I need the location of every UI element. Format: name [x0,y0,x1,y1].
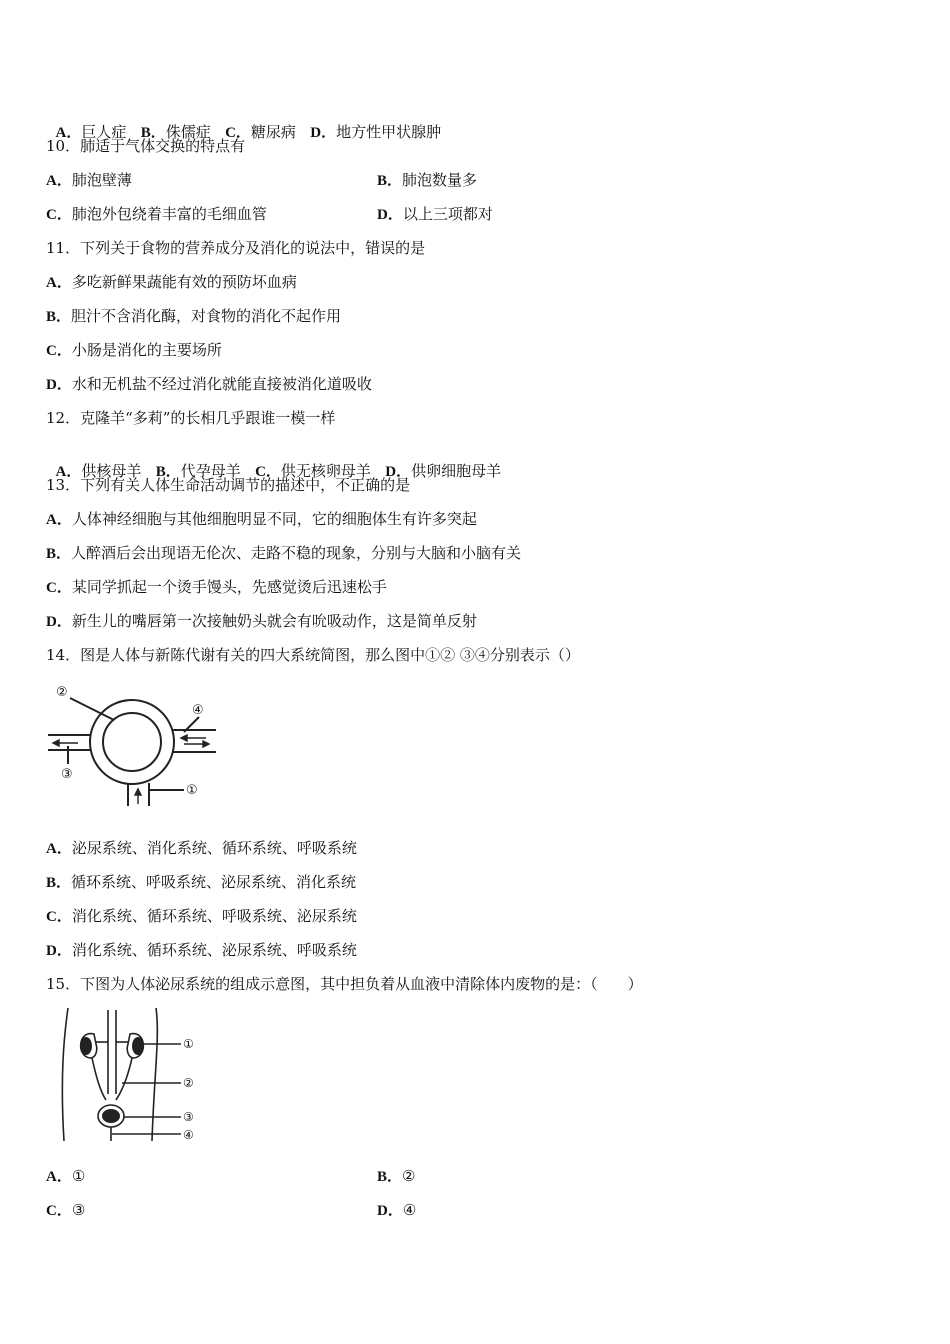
q10-option-c: C．肺泡外包绕着丰富的毛细血管 [46,205,267,223]
q9-option-b-text: 侏儒症 [165,123,211,141]
q15-option-c: C．③ [46,1201,86,1219]
q15-urinary-system-diagram [56,1006,206,1146]
q9-option-a-text: 巨人症 [81,123,127,141]
q11-option-a: A．多吃新鲜果蔬能有效的预防坏血病 [46,273,297,291]
q12-options-row: A．供核母羊 B．代孕母羊 C．供无核卵母羊 D．供卵细胞母羊 [55,462,502,480]
q15-label-3: ③ [183,1110,194,1124]
q14-label-4: ④ [192,703,204,718]
q14-label-2: ② [56,685,68,700]
q9-option-c-text: 糖尿病 [250,123,296,141]
q9-option-b-label: B． [140,125,166,141]
q13-option-d: D．新生儿的嘴唇第一次接触奶头就会有吮吸动作，这是简单反射 [46,612,477,630]
q11-option-c: C．小肠是消化的主要场所 [46,341,222,359]
q13-option-b: B．人醉酒后会出现语无伦次、走路不稳的现象，分别与大脑和小脑有关 [46,544,522,562]
q14-stem: 14．图是人体与新陈代谢有关的四大系统简图，那么图中①② ③④分别表示（） [46,646,580,664]
q14-label-3: ③ [61,767,73,782]
q12-stem: 12．克隆羊“多莉”的长相几乎跟谁一模一样 [46,409,336,427]
q14-ring-inner [103,713,161,771]
q9-option-a-label: A． [55,125,82,141]
q14-label-1: ① [186,783,198,798]
q15-option-b: B．② [377,1167,416,1185]
q9-option-c-label: C． [225,125,251,141]
q10-option-b: B．肺泡数量多 [377,171,478,189]
q13-option-c: C．某同学抓起一个烫手馒头，先感觉烫后迅速松手 [46,578,387,596]
q15-option-d: D．④ [377,1201,417,1219]
q11-option-b: B．胆汁不含消化酶，对食物的消化不起作用 [46,307,342,325]
q14-option-a: A．泌尿系统、消化系统、循环系统、呼吸系统 [46,839,357,857]
q15-ureter-right [116,1058,132,1100]
q15-stem: 15．下图为人体泌尿系统的组成示意图，其中担负着从血液中清除体内废物的是：（ ） [46,975,643,993]
q14-option-c: C．消化系统、循环系统、呼吸系统、泌尿系统 [46,907,357,925]
q13-stem: 13．下列有关人体生命活动调节的描述中，不正确的是 [46,476,411,494]
q15-label-4: ④ [183,1128,194,1142]
q14-option-b: B．循环系统、呼吸系统、泌尿系统、消化系统 [46,873,357,891]
q15-label-2: ② [183,1076,194,1090]
q10-option-d: D．以上三项都对 [377,205,493,223]
q15-label-1: ① [183,1037,194,1051]
q10-stem: 10．肺适于气体交换的特点有 [46,137,246,155]
q14-metabolism-diagram [44,680,224,808]
q14-option-d: D．消化系统、循环系统、泌尿系统、呼吸系统 [46,941,357,959]
q9-option-d-text: 地方性甲状腺肿 [336,123,442,141]
q15-option-a: A．① [46,1167,86,1185]
q11-option-d: D．水和无机盐不经过消化就能直接被消化道吸收 [46,375,372,393]
q10-option-a: A．肺泡壁薄 [46,171,132,189]
q9-option-d-label: D． [310,125,337,141]
q13-option-a: A．人体神经细胞与其他细胞明显不同，它的细胞体生有许多突起 [46,510,477,528]
q15-ureter-left [92,1058,106,1100]
q11-stem: 11．下列关于食物的营养成分及消化的说法中，错误的是 [46,239,426,257]
